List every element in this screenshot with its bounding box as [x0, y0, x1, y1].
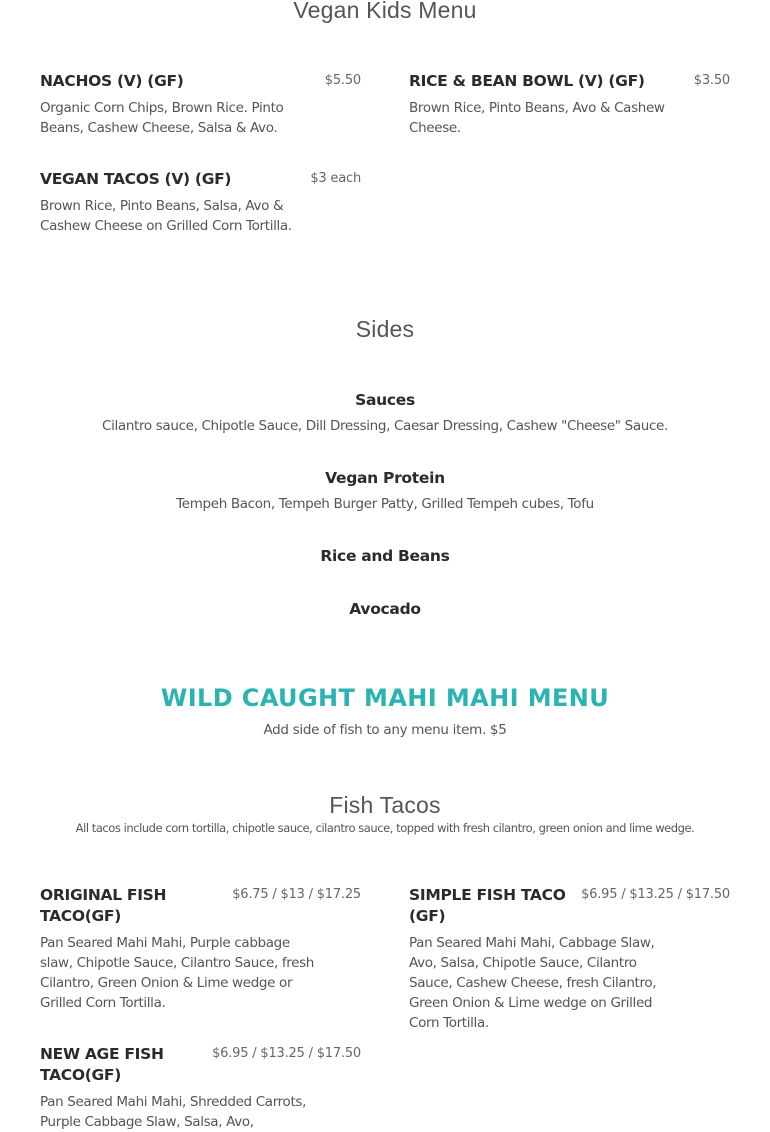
menu-item-rice-bean-bowl [409, 71, 730, 138]
side-text-sauces: Cilantro sauce, Chipotle Sauce, Dill Dressing, Caesar Dressing, Cashew "Cheese" Sauce. [102, 418, 668, 434]
item-description: Organic Corn Chips, Brown Rice. Pinto Beans, Cashew Cheese, Salsa & Avo. [40, 100, 284, 136]
item-description: Brown Rice, Pinto Beans, Avo & Cashew Cheese. [409, 100, 665, 136]
item-price: $3 each [310, 171, 361, 186]
side-heading-sauces: Sauces [355, 391, 415, 409]
item-name: SIMPLE FISH TACO (GF) [409, 886, 566, 925]
item-name: RICE & BEAN BOWL (V) (GF) [409, 72, 645, 90]
side-heading-avocado: Avocado [349, 600, 421, 618]
side-heading-vegan-protein: Vegan Protein [325, 469, 445, 487]
fish-tacos-title: Fish Tacos [329, 792, 441, 818]
item-price: $3.50 [693, 73, 730, 88]
menu-item-original-fish-taco [40, 885, 361, 1013]
menu-item-nachos [40, 71, 361, 138]
menu-item-new-age-fish-taco [40, 1044, 361, 1132]
menu-item-vegan-tacos [40, 169, 361, 236]
item-name: VEGAN TACOS (V) (GF) [40, 170, 232, 188]
item-description: Brown Rice, Pinto Beans, Salsa, Avo & Cashew Cheese on Grilled Corn Tortilla. [40, 198, 292, 234]
fish-tacos-note: All tacos include corn tortilla, chipotle sauce, cilantro sauce, topped with fresh cilantro, green onion and lime wedge. [75, 821, 695, 835]
mahi-menu-heading: WILD CAUGHT MAHI MAHI MENU [160, 684, 610, 712]
mahi-subtext: Add side of fish to any menu item. $5 [263, 722, 507, 738]
item-description: Pan Seared Mahi Mahi, Cabbage Slaw, Avo, Salsa, Chipotle Sauce, Cilantro Sauce, Cashew Cheese, fresh Cilantro, Green Onion & Lime wedge on Grilled Corn Tortilla. [409, 935, 657, 1031]
vegan-kids-title: Vegan Kids Menu [293, 0, 477, 23]
item-description: Pan Seared Mahi Mahi, Shredded Carrots, Purple Cabbage Slaw, Salsa, Avo, [40, 1094, 307, 1130]
item-description: Pan Seared Mahi Mahi, Purple cabbage slaw, Chipotle Sauce, Cilantro Sauce, fresh Cilantro, Green Onion & Lime wedge or Grilled Corn Tortilla. [40, 935, 315, 1011]
side-text-vegan-protein: Tempeh Bacon, Tempeh Burger Patty, Grilled Tempeh cubes, Tofu [176, 496, 594, 512]
item-name: NEW AGE FISH TACO(GF) [40, 1045, 164, 1084]
item-price: $6.75 / $13 / $17.25 [232, 887, 361, 902]
menu-item-simple-fish-taco [409, 885, 730, 1033]
item-price: $5.50 [324, 73, 361, 88]
item-name: ORIGINAL FISH TACO(GF) [40, 886, 167, 925]
side-heading-rice-beans: Rice and Beans [320, 547, 450, 565]
sides-title: Sides [355, 316, 415, 342]
item-name: NACHOS (V) (GF) [40, 72, 184, 90]
item-price: $6.95 / $13.25 / $17.50 [212, 1046, 361, 1061]
item-price: $6.95 / $13.25 / $17.50 [581, 887, 730, 902]
